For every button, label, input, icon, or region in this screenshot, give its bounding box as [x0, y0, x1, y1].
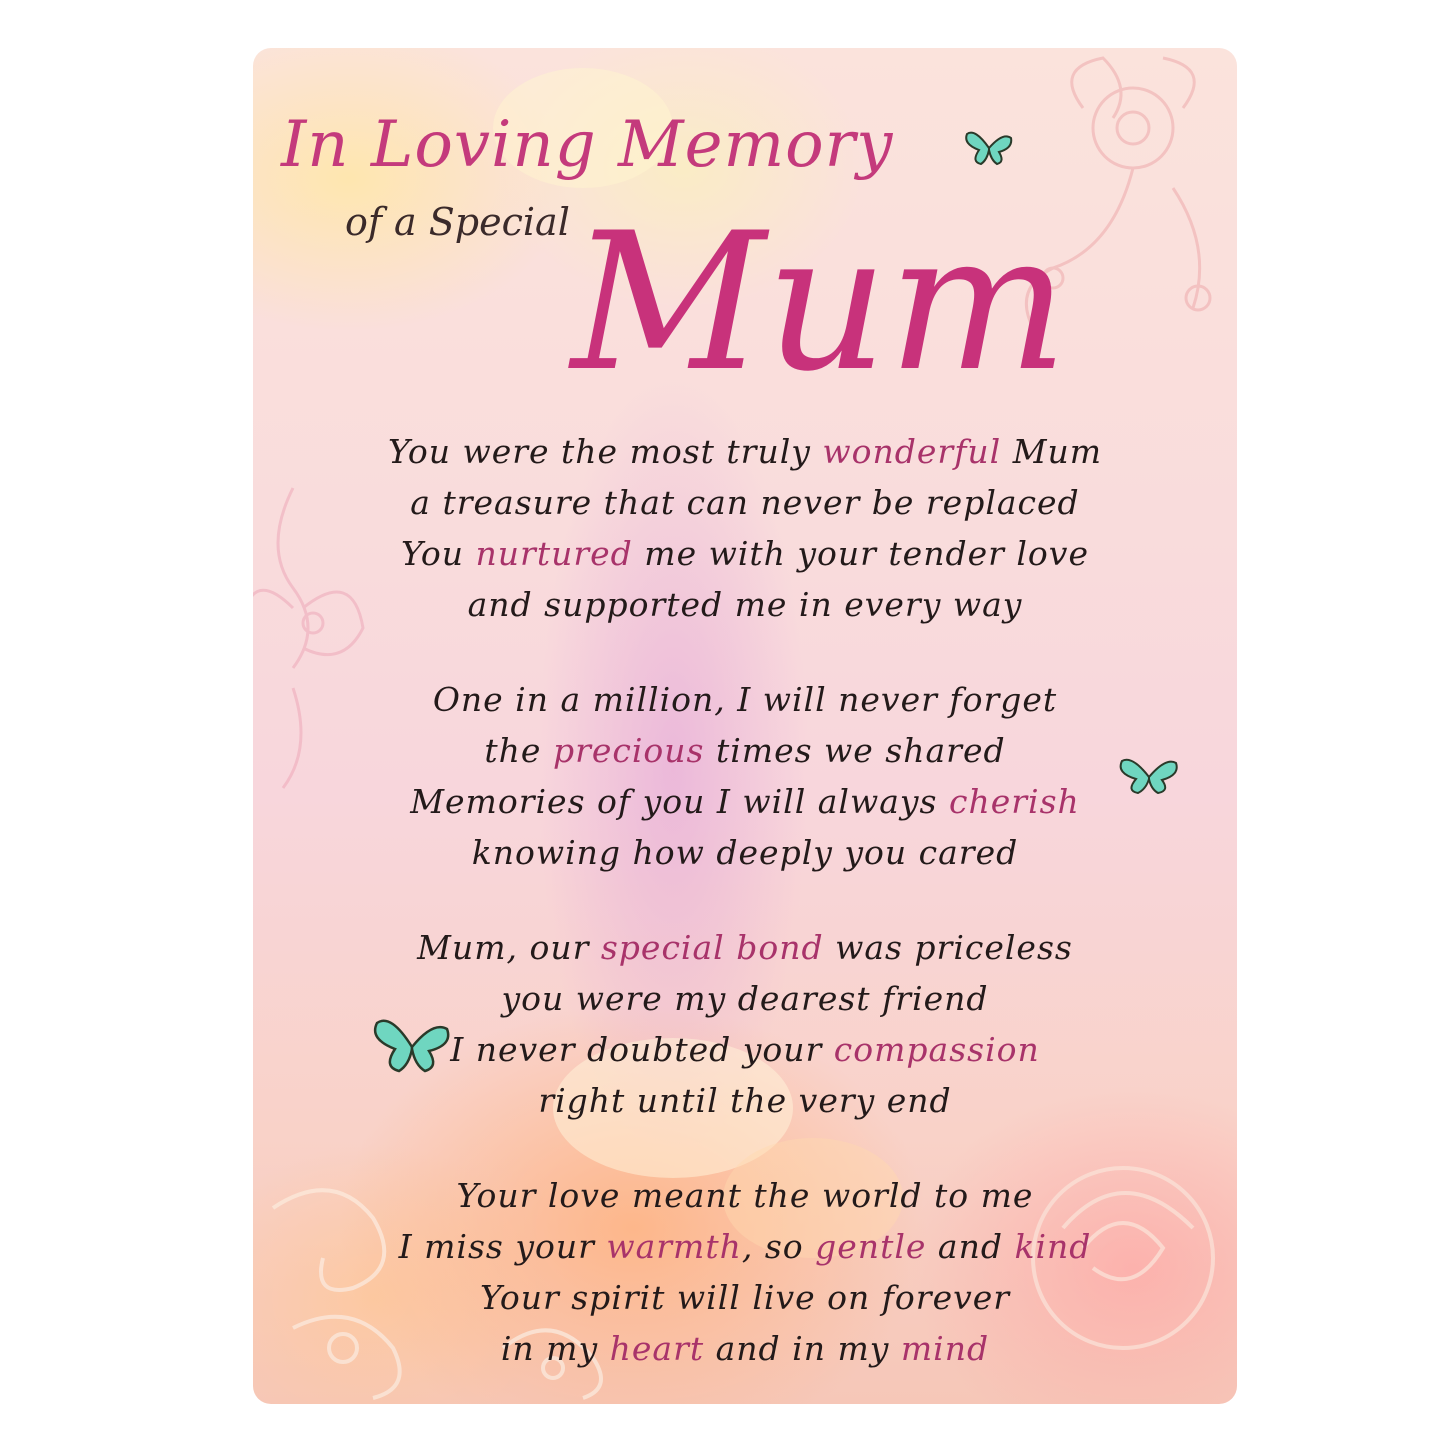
poem-line: knowing how deeply you cared	[471, 833, 1019, 872]
card-heading: In Loving Memory	[281, 108, 894, 182]
poem-line: You were the most truly wonderful Mum	[387, 432, 1103, 471]
poem-stanza	[313, 1170, 1177, 1374]
memorial-card	[253, 48, 1237, 1404]
poem-line: I miss your warmth, so gentle and kind	[398, 1227, 1092, 1266]
poem-stanza	[313, 426, 1177, 630]
card-subheading: of a Special	[345, 200, 570, 244]
poem-line: Your spirit will live on forever	[479, 1278, 1011, 1317]
poem-line: right until the very end	[538, 1081, 952, 1120]
poem-line: in my heart and in my mind	[500, 1329, 990, 1368]
poem-line: You nurtured me with your tender love	[401, 534, 1089, 573]
memorial-poem	[313, 426, 1177, 1404]
poem-stanza	[313, 674, 1177, 878]
poem-line: I never doubted your compassion	[450, 1030, 1040, 1069]
poem-stanza	[313, 922, 1177, 1126]
poem-line: Your love meant the world to me	[456, 1176, 1034, 1215]
poem-line: Memories of you I will always cherish	[410, 782, 1080, 821]
poem-line: a treasure that can never be replaced	[410, 483, 1080, 522]
poem-line: Mum, our special bond was priceless	[417, 928, 1073, 967]
butterfly-icon	[965, 128, 1013, 168]
poem-line: One in a million, I will never forget	[432, 680, 1058, 719]
poem-line: the precious times we shared	[484, 731, 1006, 770]
poem-line: you were my dearest friend	[501, 979, 989, 1018]
poem-line: and supported me in every way	[467, 585, 1023, 624]
card-name: Mum	[571, 192, 1069, 413]
